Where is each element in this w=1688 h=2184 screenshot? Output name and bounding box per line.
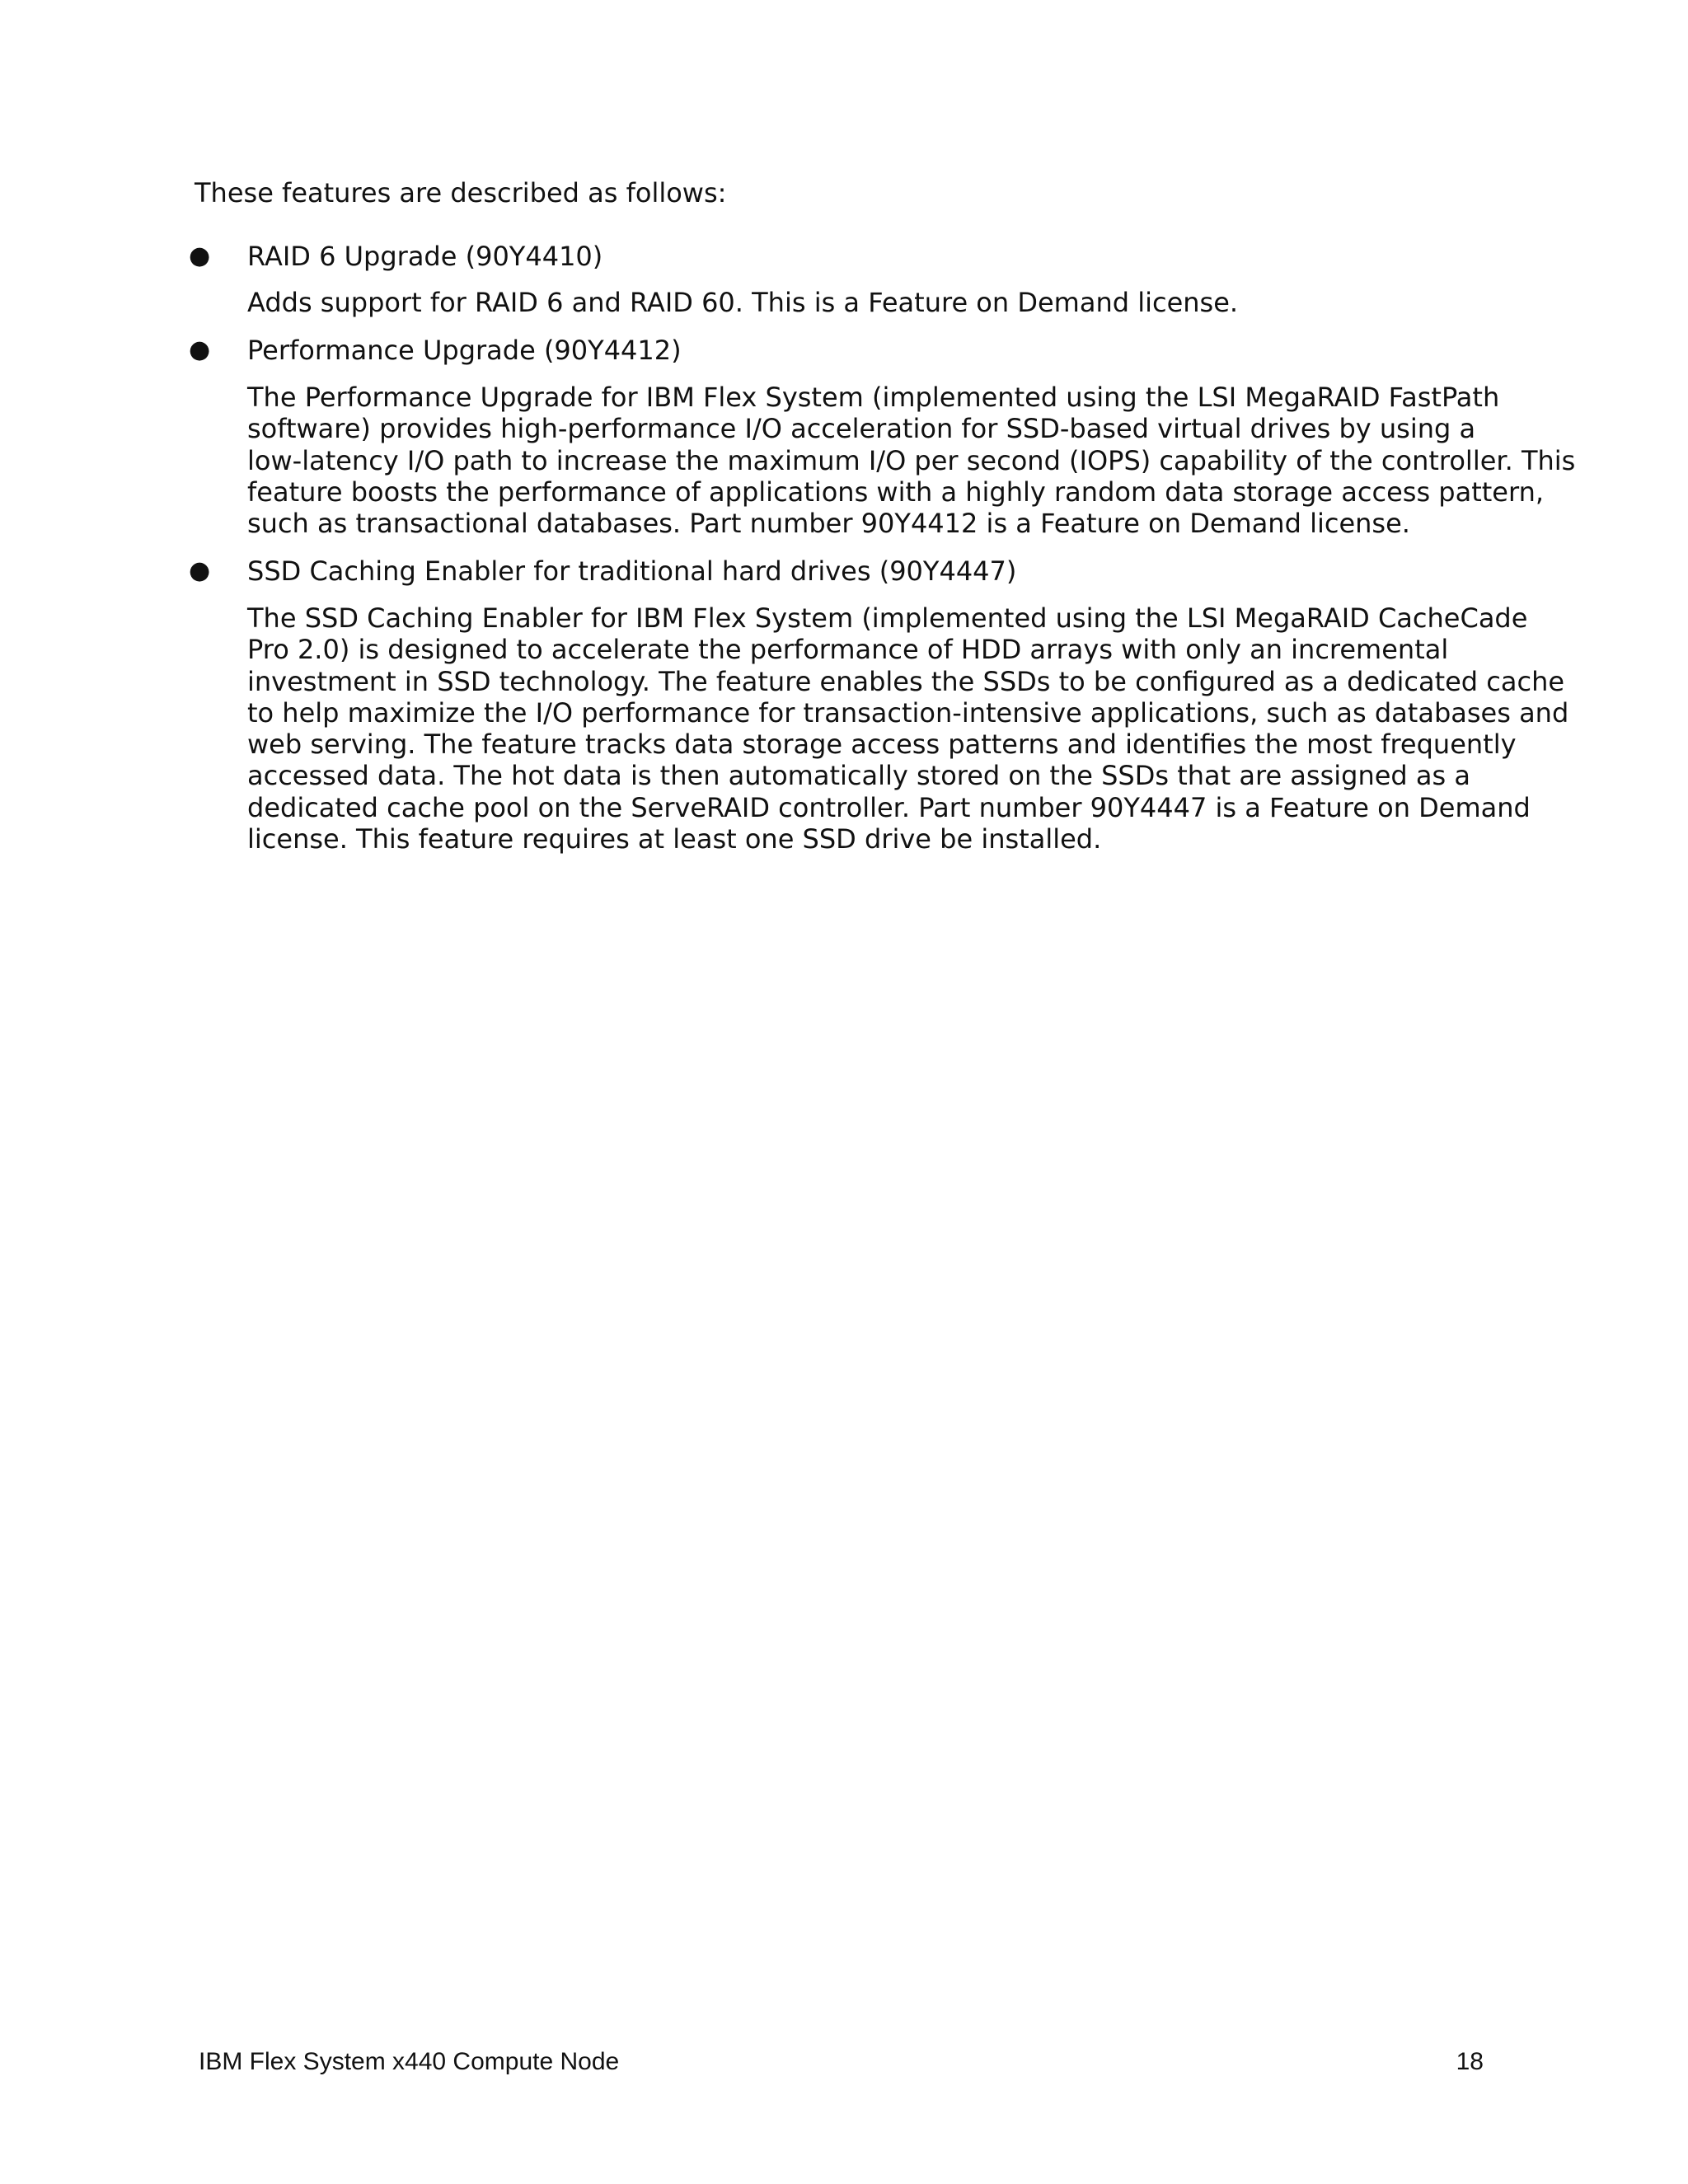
description-line: accessed data. The hot data is then automatically stored on the SSDs that are assigned as a [247,760,1470,792]
feature-title: RAID 6 Upgrade (90Y4410) [247,241,603,272]
bullet-icon: ● [189,241,211,270]
description-line: web serving. The feature tracks data storage access patterns and identifies the most frequently [247,729,1517,761]
description-line: dedicated cache pool on the ServeRAID controller. Part number 90Y4447 is a Feature on Demand [247,791,1531,823]
footer-document-title: IBM Flex System x440 Compute Node [199,2048,620,2075]
bullet-icon: ● [189,556,211,585]
feature-description [247,602,1569,855]
description-line: software) provides high-performance I/O acceleration for SSD-based virtual drives by using a [247,413,1476,445]
feature-title: SSD Caching Enabler for traditional hard drives (90Y4447) [247,555,1017,587]
footer-page-number: 18 [1456,2048,1484,2075]
feature-title: Performance Upgrade (90Y4412) [247,335,682,366]
description-line: low-latency I/O path to increase the maximum I/O per second (IOPS) capability of the controller. This [247,444,1576,476]
description-line: to help maximize the I/O performance for transaction-intensive applications, such as databases and [247,696,1569,729]
bullet-icon: ● [189,335,211,364]
description-line: feature boosts the performance of applications with a highly random data storage access pattern, [247,476,1545,508]
description-line: such as transactional databases. Part number 90Y4412 is a Feature on Demand license. [247,508,1410,540]
feature-description [247,287,1500,318]
description-line: investment in SSD technology. The feature enables the SSDs to be configured as a dedicated cache [247,665,1565,697]
intro-text: These features are described as follows: [195,177,727,209]
description-line: The Performance Upgrade for IBM Flex System (implemented using the LSI MegaRAID FastPath [247,382,1500,413]
description-line: license. This feature requires at least one SSD drive be installed. [247,823,1102,855]
feature-description [247,382,1576,540]
description-line: Pro 2.0) is designed to accelerate the performance of HDD arrays with only an incremental [247,634,1449,666]
description-line: Adds support for RAID 6 and RAID 60. This is a Feature on Demand license. [247,287,1239,318]
description-line: The SSD Caching Enabler for IBM Flex System (implemented using the LSI MegaRAID CacheCade [247,602,1528,634]
